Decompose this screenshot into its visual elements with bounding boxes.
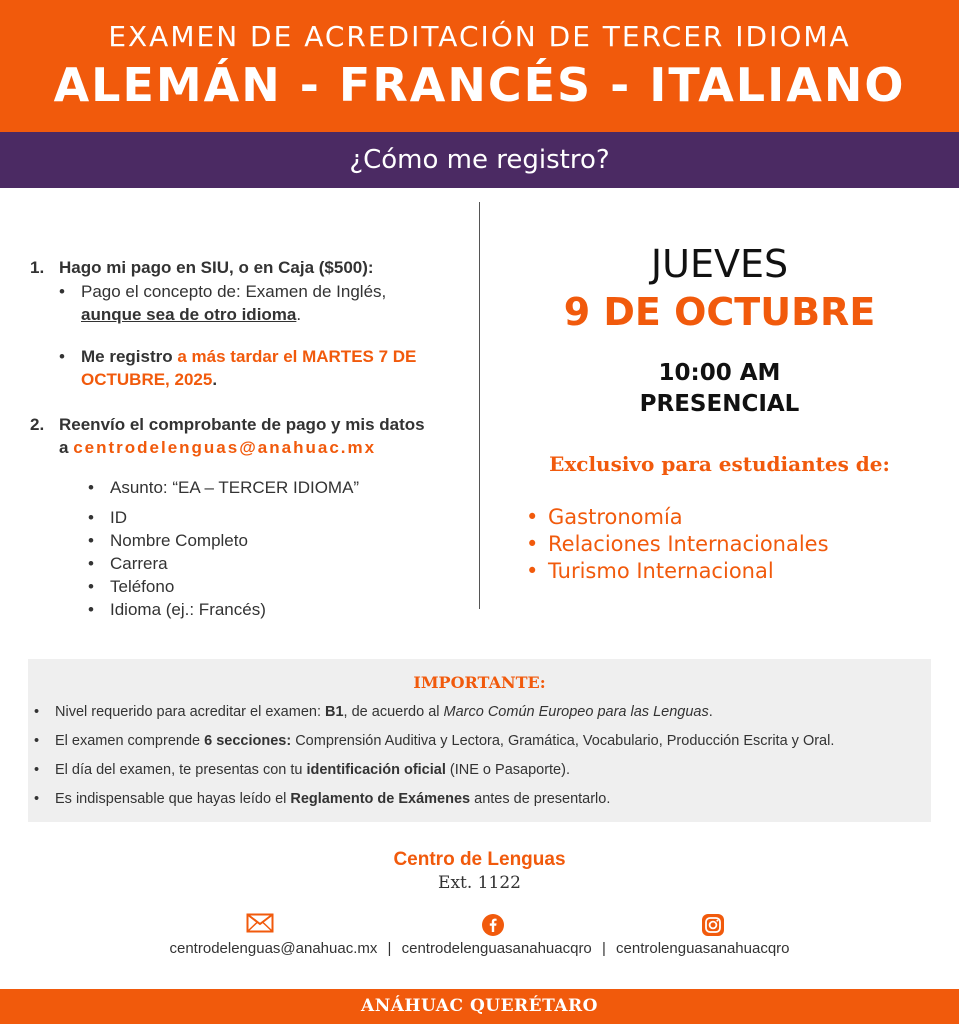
bullet-emphasis: aunque sea de otro idioma: [81, 305, 297, 324]
separator: |: [601, 940, 606, 957]
step-text-prefix: a: [59, 438, 74, 457]
important-item: • El examen comprende 6 secciones: Comprensión Auditiva y Lectora, Gramática, Vocabulario, Producción Escrita y Oral.: [34, 733, 835, 749]
item-bold: B1: [325, 704, 344, 720]
envelope-icon: [246, 913, 274, 933]
program-item: • Gastronomía: [526, 505, 683, 529]
item-text: Comprensión Auditiva y Lectora, Gramática, Vocabulario, Producción Escrita y Oral.: [291, 733, 835, 749]
item-text: El día del examen, te presentas con tu: [55, 762, 307, 778]
footer-institution: ANÁHUAC QUERÉTARO: [0, 989, 959, 1024]
item-text: El examen comprende: [55, 733, 205, 749]
instagram-link[interactable]: centrolenguasanahuacqro: [616, 940, 790, 957]
step-text-line: Reenvío el comprobante de pago y mis datos: [59, 415, 425, 434]
event-time: 10:00 AM: [658, 360, 781, 386]
item-italic: Marco Común Europeo para las Lenguas: [443, 704, 709, 720]
deadline-year: OCTUBRE, 2025: [81, 370, 213, 389]
item-bold: 6 secciones:: [204, 733, 292, 749]
separator: |: [387, 940, 392, 957]
bullet-punct: .: [296, 305, 302, 324]
important-item: • El día del examen, te presentas con tu identificación oficial (INE o Pasaporte).: [34, 762, 570, 778]
instagram-icon: [701, 913, 725, 937]
bullet-text: Pago el concepto de: Examen de Inglés,: [81, 282, 387, 301]
header-title: ALEMÁN - FRANCÉS - ITALIANO: [53, 58, 906, 112]
event-day: JUEVES: [650, 242, 789, 286]
event-mode: PRESENCIAL: [639, 391, 800, 417]
header-banner: [0, 0, 959, 132]
item-text: antes de presentarlo.: [470, 791, 611, 807]
facebook-link[interactable]: centrodelenguasanahuacqro: [401, 940, 592, 957]
item-text: Nivel requerido para acreditar el examen:: [55, 704, 325, 720]
item-text: (INE o Pasaporte).: [445, 762, 570, 778]
program-name: Relaciones Internacionales: [548, 532, 829, 556]
important-title: IMPORTANTE:: [413, 673, 546, 692]
field-text: Idioma (ej.: Francés): [110, 600, 266, 619]
step-number: 1.: [30, 258, 45, 277]
item-text: .: [708, 704, 713, 720]
important-item: • Nivel requerido para acreditar el examen: B1, de acuerdo al Marco Común Europeo para las Lenguas.: [34, 704, 713, 720]
program-name: Gastronomía: [548, 505, 683, 529]
bullet-punct: .: [212, 370, 218, 389]
contact-email-link[interactable]: centrodelenguas@anahuac.mx: [169, 940, 378, 957]
event-date: 9 DE OCTUBRE: [563, 290, 876, 334]
important-box: [28, 659, 931, 822]
step-text: Hago mi pago en SIU, o en Caja ($500):: [59, 258, 374, 277]
deadline-text: a más tardar el MARTES 7 DE: [177, 347, 417, 366]
field-text: Nombre Completo: [110, 531, 248, 550]
important-item: • Es indispensable que hayas leído el Reglamento de Exámenes antes de presentarlo.: [34, 791, 611, 807]
program-name: Turismo Internacional: [548, 559, 774, 583]
field-text: ID: [110, 508, 127, 527]
program-item: • Turismo Internacional: [526, 559, 774, 583]
item-text: , de acuerdo al: [343, 704, 444, 720]
field-text: Asunto: “EA – TERCER IDIOMA”: [110, 478, 360, 497]
bullet-text: Me registro: [81, 347, 178, 366]
social-links: [0, 940, 959, 957]
field-text: Carrera: [110, 554, 168, 573]
header-subtitle: EXAMEN DE ACREDITACIÓN DE TERCER IDIOMA: [108, 20, 851, 53]
step-text: [59, 413, 459, 459]
item-bold: Reglamento de Exámenes: [290, 791, 471, 807]
contact-extension: Ext. 1122: [438, 873, 521, 893]
step-number: 2.: [30, 415, 45, 434]
item-text: Es indispensable que hayas leído el: [55, 791, 291, 807]
step-email-link[interactable]: centrodelenguas@anahuac.mx: [73, 438, 377, 457]
item-bold: identificación oficial: [306, 762, 446, 778]
contact-name: Centro de Lenguas: [393, 849, 566, 870]
exclusive-heading: Exclusivo para estudiantes de:: [549, 452, 890, 476]
program-item: • Relaciones Internacionales: [526, 532, 829, 556]
facebook-icon: [481, 913, 505, 937]
registration-question-banner: ¿Cómo me registro?: [0, 132, 959, 188]
field-text: Teléfono: [110, 577, 175, 596]
